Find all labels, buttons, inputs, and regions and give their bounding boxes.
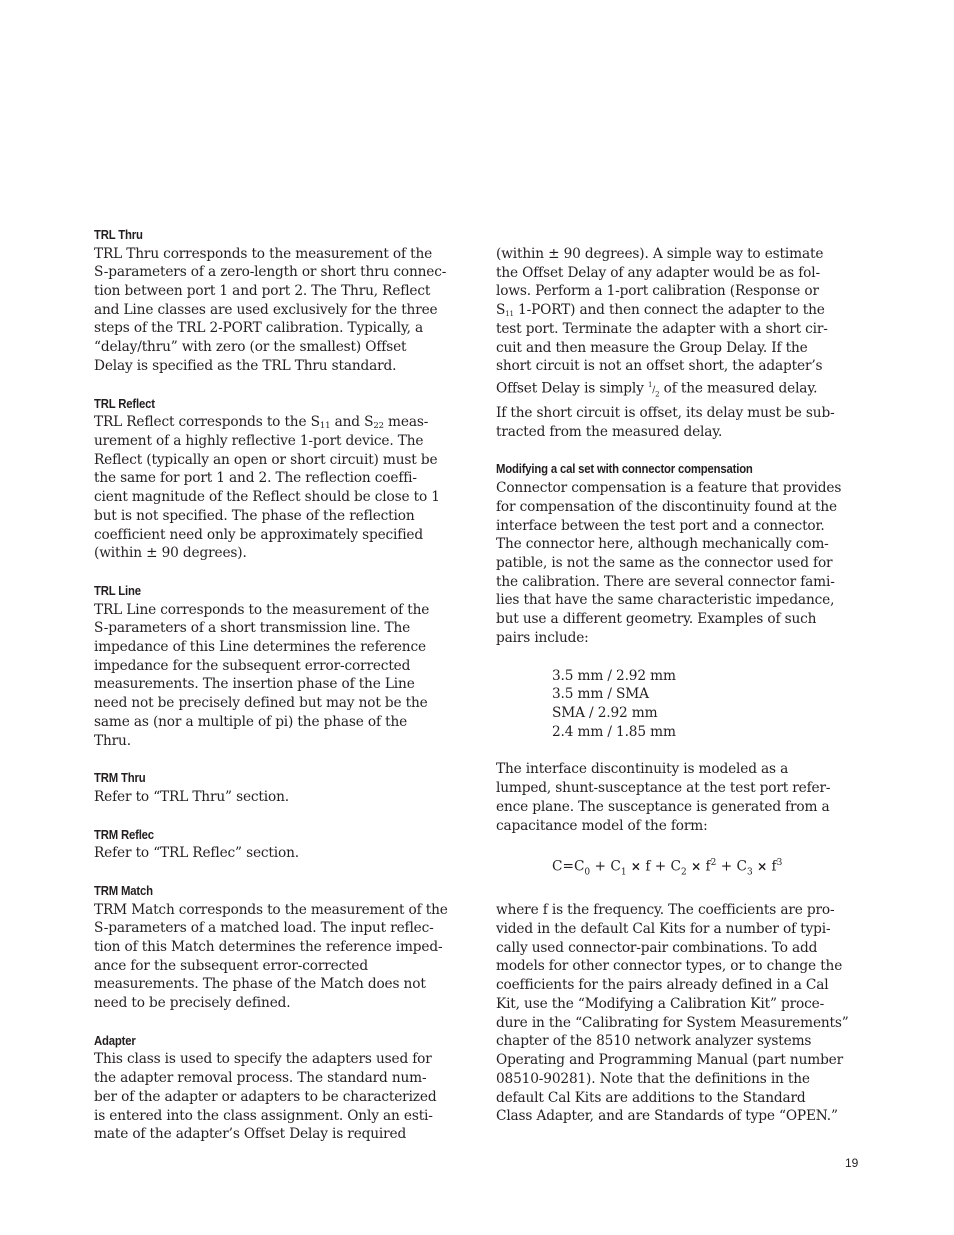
multiply-sign: × [757, 859, 768, 874]
text-line: models for other connector types, or to change the [496, 958, 843, 975]
text-line: but is not specified. The phase of the reflection [94, 507, 415, 524]
text-line: Refer to “TRL Reflec” section. [94, 845, 299, 862]
connector-pair: 3.5 mm / 2.92 mm [552, 667, 676, 684]
section-trm-match [94, 882, 466, 1013]
text-line: where f is the frequency. The coefficients are pro- [496, 902, 835, 919]
heading-trm-thru: TRM Thru [94, 771, 146, 786]
text-line: TRL Line corresponds to the measurement of the [94, 601, 430, 618]
text-line: The connector here, although mechanically com- [496, 536, 829, 553]
text-line: need not be precisely defined but may not be the [94, 695, 428, 712]
section-adapter-continued [496, 245, 864, 441]
text-line: (within ± 90 degrees). [94, 545, 247, 562]
text-line: but use a different geometry. Examples of such [496, 611, 817, 628]
text-line: the adapter removal process. The standard num- [94, 1070, 427, 1087]
text-line: impedance of this Line determines the reference [94, 639, 426, 655]
subscript: 3 [747, 867, 753, 878]
text-line: coefficient need only be approximately specified [94, 526, 423, 543]
text-line: (within ± 90 degrees). A simple way to estimate [496, 246, 824, 262]
text-line: the calibration. There are several connector fami- [496, 573, 835, 590]
text-line: Operating and Programming Manual (part number [496, 1052, 844, 1069]
text-line: coefficients for the pairs already defined in a Cal [496, 977, 829, 994]
heading-trm-match: TRM Match [94, 883, 153, 898]
text-line: Reflect (typically an open or short circuit) must be [94, 451, 438, 468]
text-line: chapter of the 8510 network analyzer systems [496, 1033, 812, 1050]
text-line: tion between port 1 and port 2. The Thru, Reflect [94, 283, 431, 300]
section-interface-discontinuity [496, 760, 864, 835]
text-line: Refer to “TRL Thru” section. [94, 788, 289, 805]
multiply-sign: × [691, 859, 702, 874]
text-line: same as (nor a multiple of pi) the phase of the [94, 713, 408, 730]
text-run: meas- [383, 414, 429, 431]
text-line: patible, is not the same as the connector used for [496, 554, 833, 571]
text-line: TRM Match corresponds to the measurement of the [94, 901, 448, 918]
text-line: Kit, use the “Modifying a Calibration Kit” proce- [496, 995, 825, 1012]
text-line: lies that have the same characteristic impedance, [496, 592, 835, 609]
text-run: TRL Reflect corresponds to the S [94, 414, 320, 431]
text-line: the Offset Delay of any adapter would be as fol- [496, 264, 820, 281]
text-line: cuit and then measure the Group Delay. If the [496, 339, 808, 356]
text-line: for compensation of the discontinuity found at the [496, 498, 837, 515]
text-line: ance for the subsequent error-corrected [94, 957, 368, 974]
text-line: tracted from the measured delay. [496, 423, 723, 440]
text-run: of the measured delay. [659, 380, 818, 397]
subscript: 22 [373, 421, 384, 432]
right-column [496, 245, 864, 1145]
text-line: need to be precisely defined. [94, 995, 291, 1012]
text-line: impedance for the subsequent error-corrected [94, 657, 411, 674]
text-line: S-parameters of a short transmission line. The [94, 620, 411, 637]
text-run: 1-PORT) and then connect the adapter to the [513, 302, 825, 319]
heading-trl-thru: TRL Thru [94, 228, 143, 242]
formula-part: f [767, 858, 777, 875]
text-line: dure in the “Calibrating for System Measurements” [496, 1014, 849, 1031]
text-line: S-parameters of a zero-length or short thru connec- [94, 264, 447, 281]
text-line: 08510-90281). Note that the definitions in the [496, 1070, 810, 1087]
subscript: 2 [681, 867, 687, 878]
section-coefficients [496, 901, 864, 1126]
subscript: 11 [319, 421, 331, 432]
text-line: cient magnitude of the Reflect should be close to 1 [94, 489, 440, 506]
text-line: capacitance model of the form: [496, 817, 708, 834]
text-line: lumped, shunt-susceptance at the test port refer- [496, 780, 831, 797]
heading-trl-reflect: TRL Reflect [94, 396, 155, 411]
text-line [496, 376, 864, 404]
heading-trm-reflec: TRM Reflec [94, 827, 154, 842]
fraction-slash: / [652, 385, 656, 396]
section-trl-line [94, 582, 466, 750]
text-line: measurements. The phase of the Match does not [94, 976, 426, 993]
text-run: and S [330, 414, 374, 431]
formula-part: f [701, 858, 711, 875]
subscript: 0 [584, 867, 591, 878]
text-line: Connector compensation is a feature that provides [496, 480, 842, 497]
fraction-denominator: 2 [655, 390, 660, 399]
text-line: ber of the adapter or adapters to be characterized [94, 1088, 437, 1105]
text-line: lows. Perform a 1-port calibration (Response or [496, 283, 819, 300]
subscript: 1 [620, 867, 627, 878]
text-line: TRL Thru corresponds to the measurement of the [94, 245, 433, 262]
text-line: default Cal Kits are additions to the Standard [496, 1089, 806, 1106]
section-connector-compensation [496, 460, 864, 647]
text-line: pairs include: [496, 629, 589, 646]
text-line: cally used connector-pair combinations. To add [496, 939, 818, 956]
formula-part: f + C [640, 858, 682, 875]
connector-pair: SMA / 2.92 mm [552, 704, 658, 721]
text-line: “delay/thru” with zero (or the smallest) Offset [94, 339, 407, 356]
text-line [496, 301, 864, 320]
subscript: 11 [505, 310, 514, 319]
formula-part: C=C [552, 858, 585, 875]
superscript: 2 [710, 858, 717, 869]
heading-trl-line: TRL Line [94, 583, 141, 598]
text-line [94, 413, 466, 432]
capacitance-formula [496, 854, 864, 882]
section-trm-thru [94, 769, 466, 806]
text-line: Class Adapter, and are Standards of type “OPEN.” [496, 1108, 838, 1125]
text-line: tion of this Match determines the reference imped- [94, 938, 443, 955]
text-line: and Line classes are used exclusively for the three [94, 301, 438, 318]
text-line: The interface discontinuity is modeled as a [496, 761, 789, 778]
text-line: measurements. The insertion phase of the Line [94, 676, 415, 693]
text-line: interface between the test port and a connector. [496, 517, 825, 534]
heading-adapter: Adapter [94, 1033, 136, 1048]
text-line: S-parameters of a matched load. The input reflec- [94, 920, 434, 937]
text-run: Offset Delay is simply [496, 380, 648, 397]
section-adapter [94, 1032, 466, 1144]
text-line: urement of a highly reflective 1-port device. The [94, 432, 424, 449]
left-column [94, 226, 466, 1163]
formula-part: + C [716, 858, 747, 875]
text-line: This class is used to specify the adapters used for [94, 1051, 432, 1068]
fraction-numerator: 1 [647, 381, 653, 390]
text-line: short circuit is not an offset short, the adapter’s [496, 358, 823, 375]
section-trl-reflect [94, 395, 466, 563]
text-line: Delay is specified as the TRL Thru standard. [94, 357, 397, 374]
heading-connector-compensation: Modifying a cal set with connector compensation [496, 462, 753, 477]
page-number: 19 [845, 1156, 859, 1170]
formula-part: + C [590, 858, 621, 875]
text-line: the same for port 1 and 2. The reflection coeffi- [94, 470, 417, 487]
text-line: If the short circuit is offset, its delay must be sub- [496, 405, 835, 422]
text-line: is entered into the class assignment. Only an esti- [94, 1107, 433, 1124]
section-trm-reflec [94, 826, 466, 863]
text-line: Thru. [94, 732, 131, 749]
text-line: ence plane. The susceptance is generated from a [496, 798, 830, 815]
connector-pair: 3.5 mm / SMA [552, 686, 649, 703]
text-line: vided in the default Cal Kits for a number of typi- [496, 921, 831, 938]
text-run: S [496, 302, 506, 319]
section-trl-thru [94, 226, 466, 376]
text-line: steps of the TRL 2-PORT calibration. Typically, a [94, 320, 424, 337]
text-line: mate of the adapter’s Offset Delay is required [94, 1126, 407, 1143]
superscript: 3 [776, 858, 783, 869]
connector-pair: 2.4 mm / 1.85 mm [552, 723, 676, 740]
multiply-sign: × [630, 859, 641, 874]
connector-pairs-list [496, 667, 864, 742]
text-line: test port. Terminate the adapter with a short cir- [496, 320, 828, 337]
